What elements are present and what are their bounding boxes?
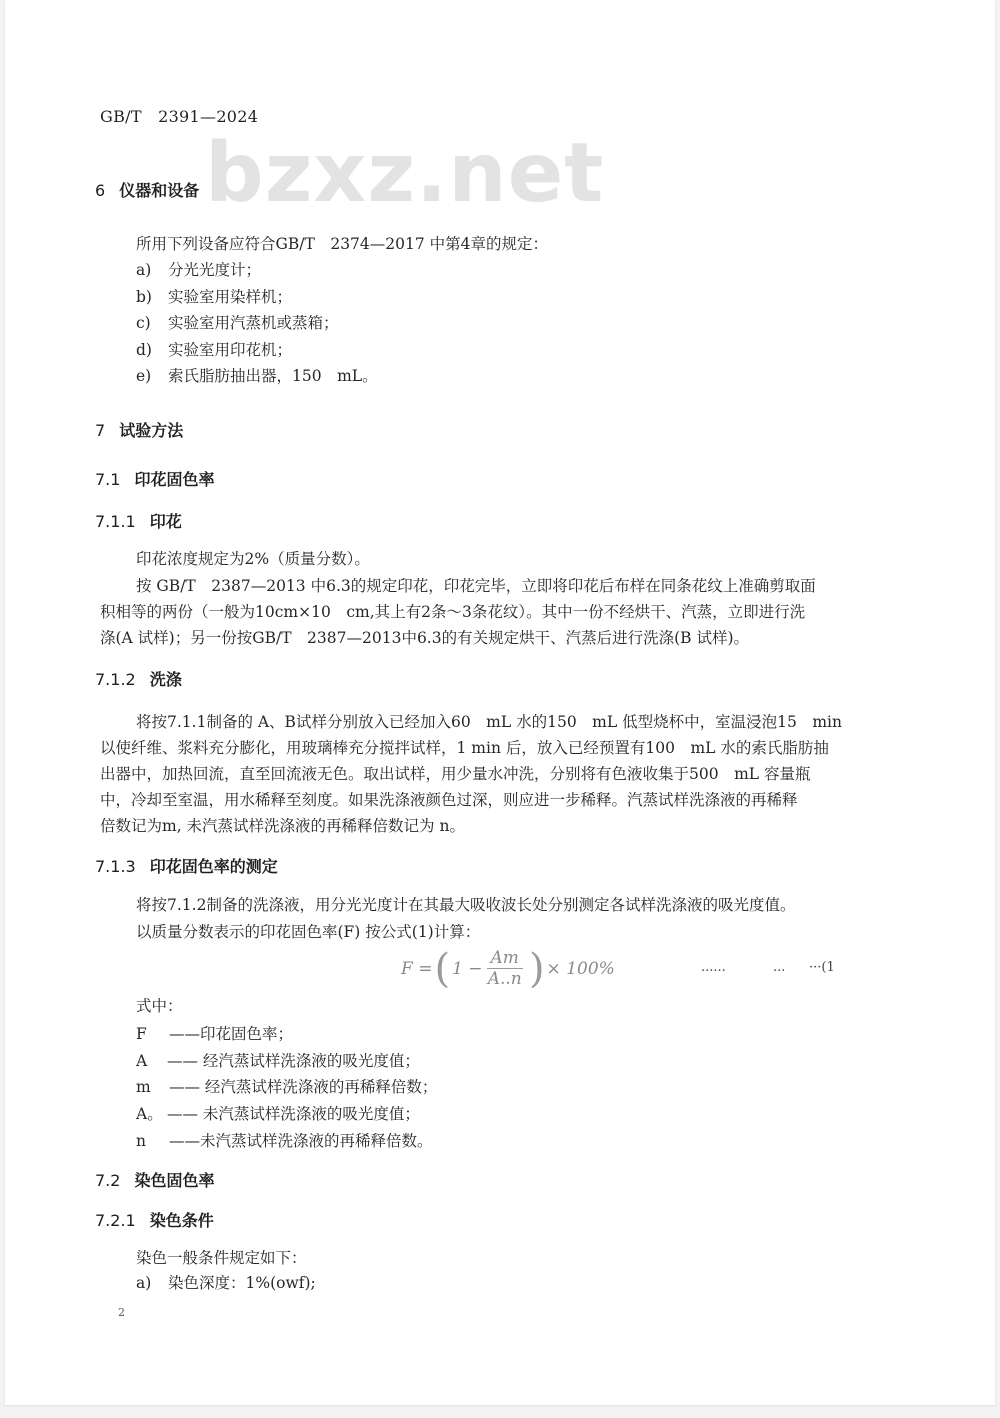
paragraph-line: 出器中，加热回流，直至回流液无色。取出试样，用少量水冲洗，分别将有色液收集于500 mL 容量瓶 bbox=[100, 765, 811, 783]
list-text: 索氏脂肪抽出器，150 mL。 bbox=[168, 367, 378, 385]
list-item bbox=[136, 311, 339, 333]
list-item bbox=[136, 1271, 316, 1293]
document-page bbox=[5, 0, 995, 1405]
where-item bbox=[136, 1075, 437, 1097]
section-6-heading bbox=[95, 178, 199, 201]
section-7-2-heading bbox=[95, 1168, 214, 1191]
list-label: a) bbox=[136, 261, 152, 279]
section-7-1-2-heading bbox=[95, 667, 182, 690]
list-label: d) bbox=[136, 341, 152, 359]
equation-number: ···(1 bbox=[809, 960, 835, 975]
list-item bbox=[136, 364, 378, 386]
where-text: ——印花固色率； bbox=[169, 1025, 294, 1043]
section-title: 印花 bbox=[149, 512, 182, 531]
formula-lhs: F = bbox=[401, 958, 433, 979]
section-title: 仪器和设备 bbox=[119, 181, 200, 200]
paragraph-line: 中，冷却至室温，用水稀释至刻度。如果洗涤液颜色过深，则应进一步稀释。汽蒸试样洗涤液的再稀释 bbox=[100, 791, 798, 809]
watermark: bzxz.net bbox=[205, 126, 605, 221]
where-symbol: F bbox=[136, 1025, 147, 1043]
paragraph-line: 涤(A 试样)；另一份按GB/T 2387—2013中6.3的有关规定烘干、汽蒸后进行洗涤(B 试样)。 bbox=[100, 629, 750, 647]
section-7-1-heading bbox=[95, 467, 214, 490]
section-number: 7.2 bbox=[95, 1171, 121, 1190]
where-text: ——未汽蒸试样洗涤液的再稀释倍数。 bbox=[169, 1132, 433, 1150]
paragraph-line: 将按7.1.1制备的 A、B试样分别放入已经加入60 mL 水的150 mL 低型烧杯中，室温浸泡15 min bbox=[136, 713, 842, 731]
section-7-1-1-heading bbox=[95, 509, 182, 532]
where-symbol: A。 bbox=[136, 1105, 163, 1123]
formula-open-paren: ( bbox=[434, 945, 451, 992]
list-item bbox=[136, 258, 261, 280]
section-title: 染色固色率 bbox=[134, 1171, 215, 1190]
paragraph: 染色一般条件规定如下： bbox=[136, 1249, 307, 1267]
section-number: 7 bbox=[95, 421, 106, 440]
paragraph: 所用下列设备应符合GB/T 2374—2017 中第4章的规定： bbox=[136, 235, 549, 253]
where-item bbox=[136, 1022, 293, 1044]
paragraph-line: 将按7.1.2制备的洗涤液，用分光光度计在其最大吸收波长处分别测定各试样洗涤液的吸光度值。 bbox=[136, 896, 796, 914]
paragraph-line: 积相等的两份（一般为10cm×10 cm,其上有2条～3条花纹）。其中一份不经烘干、汽蒸，立即进行洗 bbox=[100, 603, 806, 621]
where-item bbox=[136, 1102, 420, 1124]
formula-leader-dots: ...... bbox=[701, 960, 726, 975]
list-text: 染色深度：1%(owf); bbox=[168, 1274, 316, 1292]
list-text: 实验室用汽蒸机或蒸箱； bbox=[168, 314, 339, 332]
list-item bbox=[136, 285, 292, 307]
list-label: b) bbox=[136, 288, 152, 306]
formula-tail: × 100% bbox=[546, 958, 615, 979]
section-number: 7.1 bbox=[95, 470, 121, 489]
paragraph-line: 按 GB/T 2387—2013 中6.3的规定印花，印花完毕，立即将印花后布样在同条花纹上准确剪取面 bbox=[136, 577, 816, 595]
formula-fraction bbox=[487, 948, 523, 989]
formula-close-paren: ) bbox=[528, 945, 545, 992]
where-text: —— 经汽蒸试样洗涤液的再稀释倍数； bbox=[169, 1078, 438, 1096]
list-text: 分光光度计； bbox=[168, 261, 262, 279]
list-text: 实验室用染样机； bbox=[168, 288, 293, 306]
formula-one: 1 − bbox=[452, 958, 483, 979]
where-item bbox=[136, 1049, 420, 1071]
list-label: e) bbox=[136, 367, 152, 385]
formula bbox=[401, 945, 615, 992]
formula-denominator: A..n bbox=[487, 969, 522, 989]
standard-number: GB/T 2391—2024 bbox=[100, 107, 259, 126]
section-number: 7.1.2 bbox=[95, 670, 136, 689]
page-number: 2 bbox=[118, 1306, 125, 1319]
section-number: 7.1.3 bbox=[95, 857, 136, 876]
where-symbol: m bbox=[136, 1078, 151, 1096]
paragraph-line: 以使纤维、浆料充分膨化，用玻璃棒充分搅拌试样，1 min 后，放入已经预置有100 mL 水的索氏脂肪抽 bbox=[100, 739, 829, 757]
section-7-2-1-heading bbox=[95, 1208, 214, 1231]
section-title: 洗涤 bbox=[149, 670, 182, 689]
paragraph: 印花浓度规定为2%（质量分数）。 bbox=[136, 550, 370, 568]
list-item bbox=[136, 338, 292, 360]
section-title: 印花固色率的测定 bbox=[149, 857, 278, 876]
section-title: 染色条件 bbox=[149, 1211, 214, 1230]
section-number: 6 bbox=[95, 181, 106, 200]
list-text: 实验室用印花机； bbox=[168, 341, 293, 359]
paragraph-line: 以质量分数表示的印花固色率(F) 按公式(1)计算： bbox=[136, 923, 481, 941]
where-title: 式中： bbox=[136, 997, 183, 1015]
section-title: 试验方法 bbox=[119, 421, 184, 440]
section-number: 7.2.1 bbox=[95, 1211, 136, 1230]
formula-numerator: Am bbox=[487, 948, 523, 969]
where-text: —— 经汽蒸试样洗涤液的吸光度值； bbox=[167, 1052, 420, 1070]
section-7-1-3-heading bbox=[95, 854, 278, 877]
section-number: 7.1.1 bbox=[95, 512, 136, 531]
section-title: 印花固色率 bbox=[134, 470, 215, 489]
section-7-heading bbox=[95, 418, 183, 441]
list-label: a) bbox=[136, 1274, 152, 1292]
paragraph-line: 倍数记为m, 未汽蒸试样洗涤液的再稀释倍数记为 n。 bbox=[100, 817, 465, 835]
where-symbol: A bbox=[136, 1052, 148, 1070]
where-text: —— 未汽蒸试样洗涤液的吸光度值； bbox=[167, 1105, 420, 1123]
where-symbol: n bbox=[136, 1132, 146, 1150]
where-item bbox=[136, 1129, 433, 1151]
list-label: c) bbox=[136, 314, 151, 332]
formula-leader-dots: ... bbox=[773, 960, 786, 975]
